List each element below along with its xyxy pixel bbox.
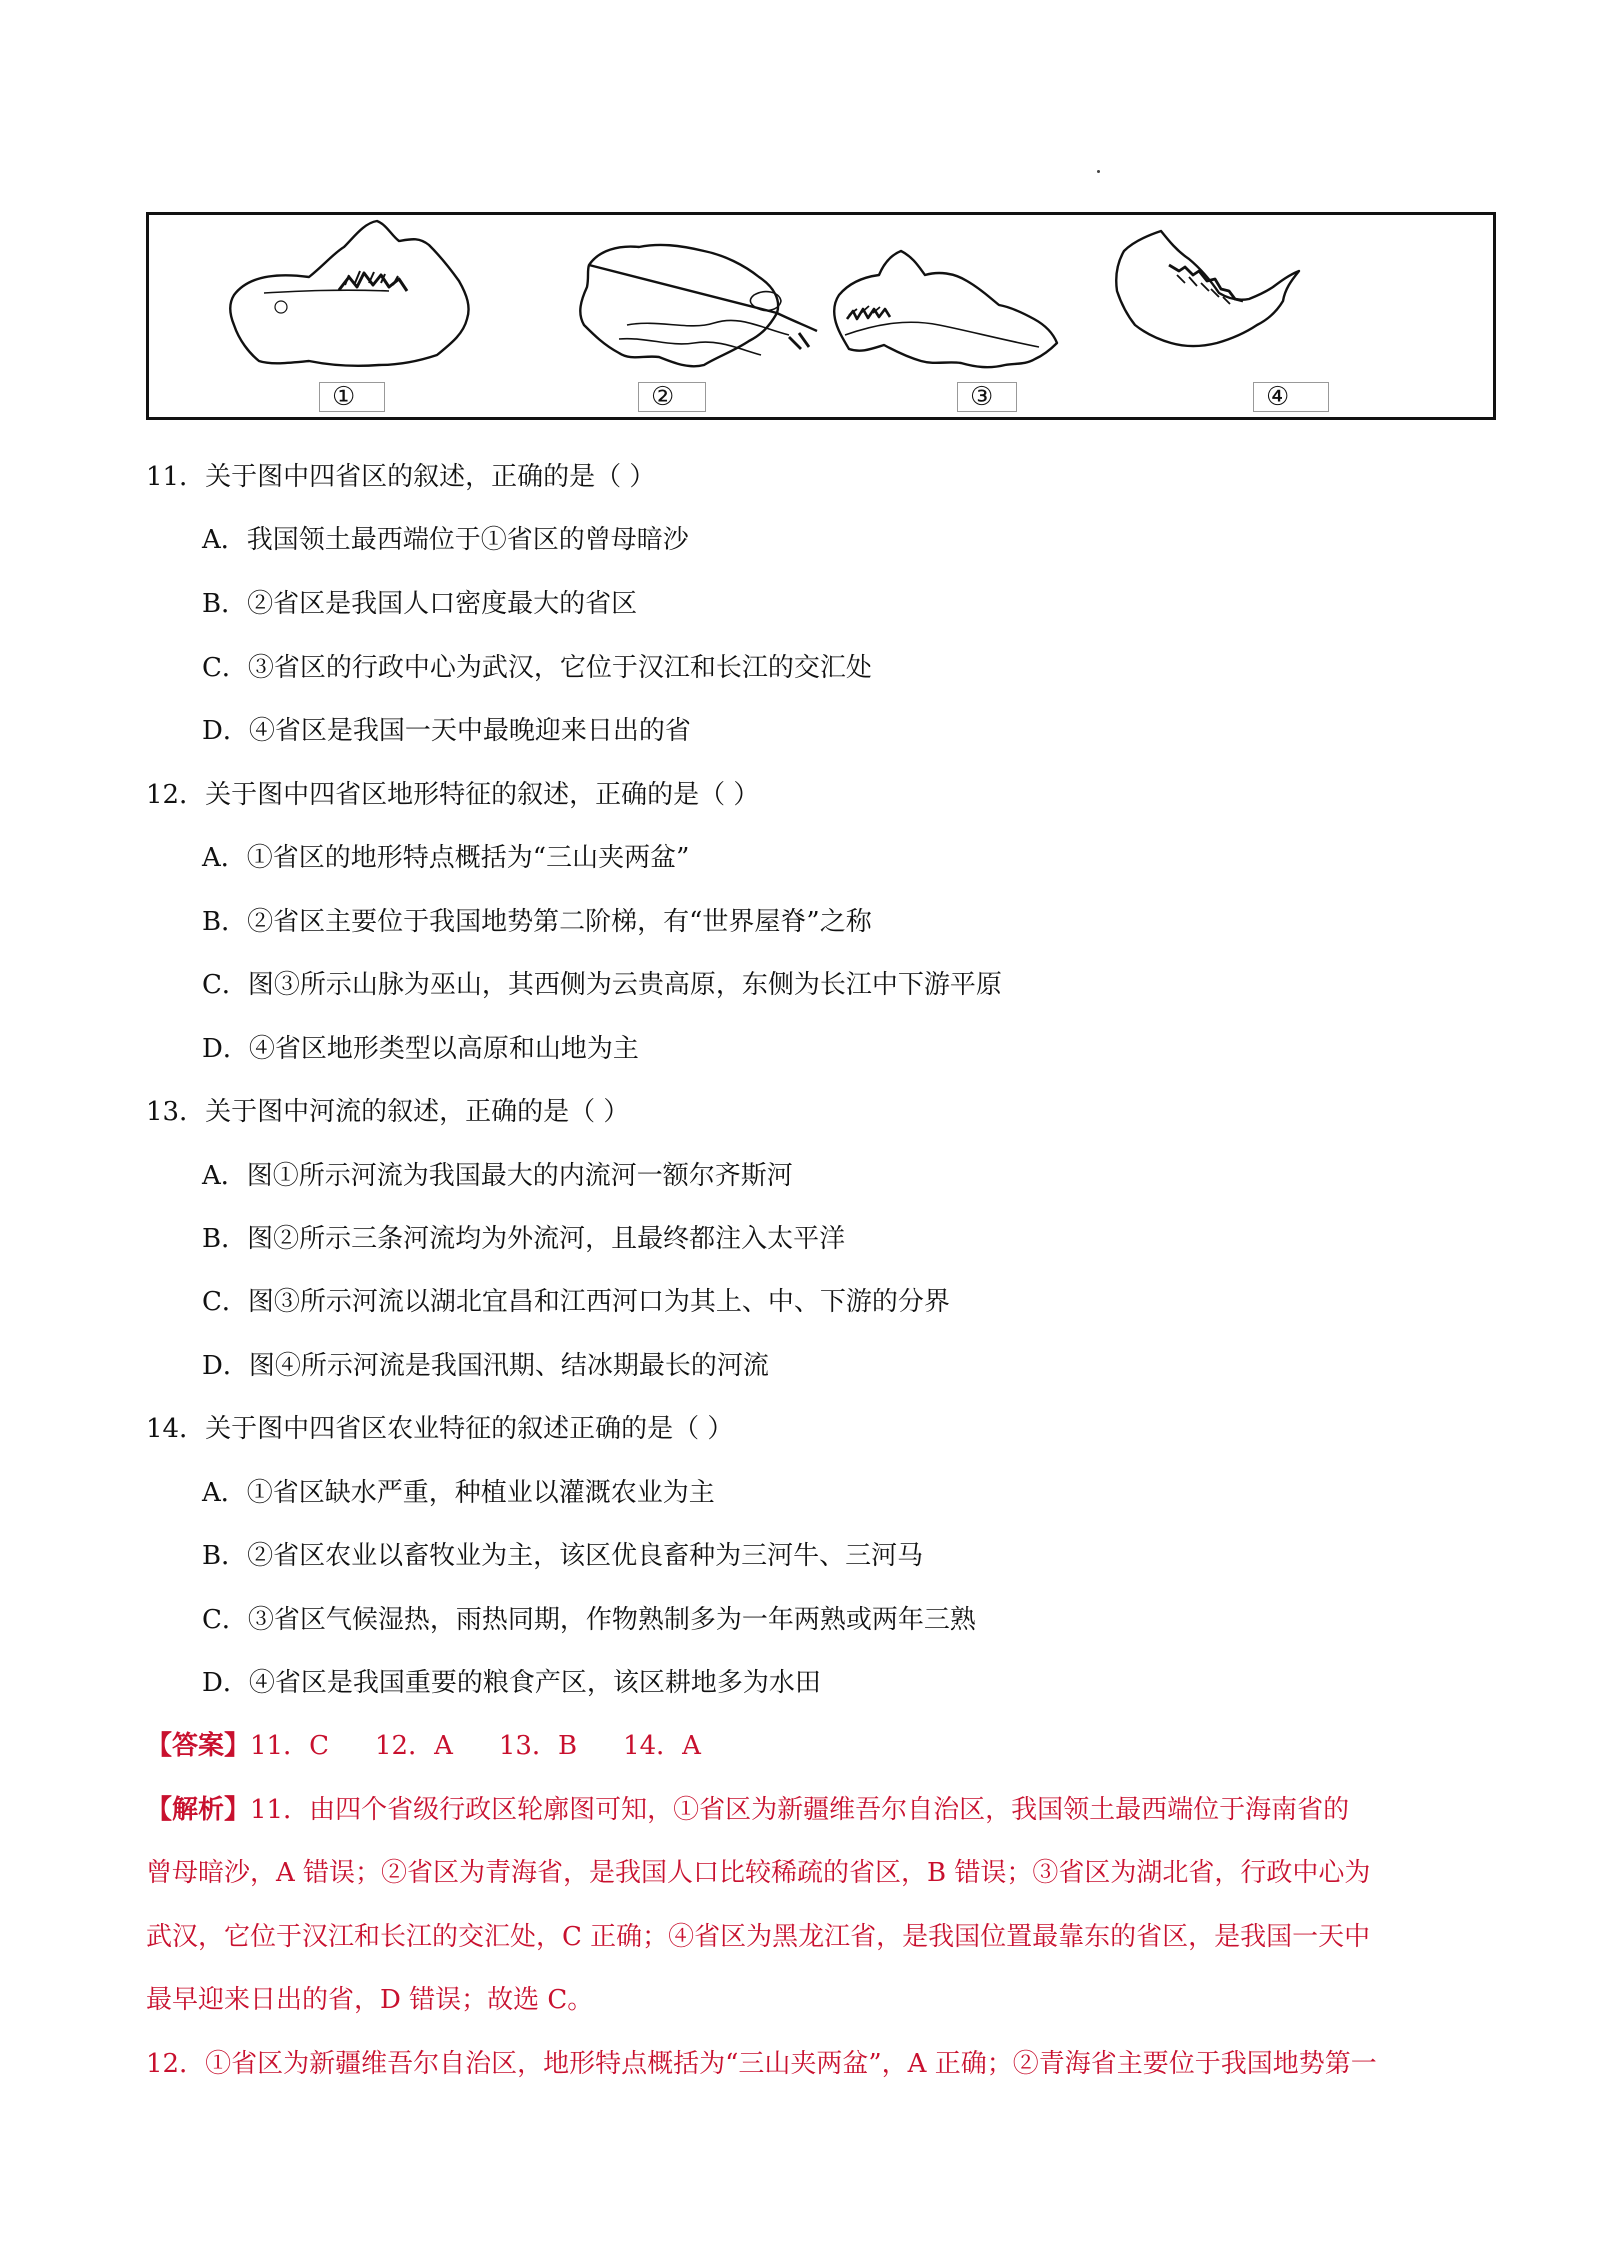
- question-13-option-c: C．图③所示河流以湖北宜昌和江西河口为其上、中、下游的分界: [202, 1287, 950, 1317]
- question-12-option-b: B．②省区主要位于我国地势第二阶梯，有“世界屋脊”之称: [202, 907, 872, 937]
- map-label-3: ③: [957, 382, 1017, 412]
- map-label-2: ②: [638, 382, 706, 412]
- question-11-option-c: C．③省区的行政中心为武汉，它位于汉江和长江的交汇处: [202, 653, 872, 683]
- question-14-stem: 14．关于图中四省区农业特征的叙述正确的是（ ）: [146, 1414, 734, 1444]
- answer-13: 13．B: [498, 1731, 578, 1761]
- question-14-option-c: C．③省区气候湿热，雨热同期，作物熟制多为一年两熟或两年三熟: [202, 1605, 976, 1635]
- province-outline-figure: [146, 212, 1496, 420]
- question-11-option-b: B．②省区是我国人口密度最大的省区: [202, 589, 638, 619]
- hubei-river: [845, 322, 1039, 347]
- question-13-option-a: A．图①所示河流为我国最大的内流河一额尔齐斯河: [202, 1161, 793, 1191]
- question-13-stem: 13．关于图中河流的叙述，正确的是（ ）: [146, 1097, 630, 1127]
- question-11-stem: 11．关于图中四省区的叙述，正确的是（ ）: [146, 462, 656, 492]
- question-12-stem: 12．关于图中四省区地形特征的叙述，正确的是（ ）: [146, 780, 760, 810]
- question-11-option-d: D．④省区是我国一天中最晚迎来日出的省: [202, 716, 691, 746]
- explanation-line-2: 曾母暗沙，A 错误；②省区为青海省，是我国人口比较稀疏的省区，B 错误；③省区为湖北省，行政中心为: [146, 1858, 1371, 1888]
- map-label-1: ①: [319, 382, 385, 412]
- question-14-option-d: D．④省区是我国重要的粮食产区，该区耕地多为水田: [202, 1668, 821, 1698]
- question-14-option-a: A．①省区缺水严重，种植业以灌溉农业为主: [202, 1478, 715, 1508]
- explanation-line-3: 武汉，它位于汉江和长江的交汇处，C 正确；④省区为黑龙江省，是我国位置最靠东的省区，是我国一天中: [146, 1922, 1371, 1952]
- question-14-option-b: B．②省区农业以畜牧业为主，该区优良畜种为三河牛、三河马: [202, 1541, 924, 1571]
- answer-11: 11．C: [250, 1731, 329, 1761]
- explanation-line-4: 最早迎来日出的省，D 错误；故选 C。: [146, 1985, 594, 2015]
- question-12-option-d: D．④省区地形类型以高原和山地为主: [202, 1034, 639, 1064]
- answer-14: 14．A: [623, 1731, 701, 1761]
- hubei-outline: [834, 251, 1057, 367]
- explanation-text-1: 11．由四个省级行政区轮廓图可知，①省区为新疆维吾尔自治区，我国领土最西端位于海南省的: [250, 1795, 1350, 1825]
- question-12-option-c: C．图③所示山脉为巫山，其西侧为云贵高原，东侧为长江中下游平原: [202, 970, 1002, 1000]
- qinghai-lake: [750, 292, 781, 311]
- qinghai-river-1: [627, 320, 789, 335]
- answer-12: 12．A: [375, 1731, 453, 1761]
- stray-dot: [1097, 170, 1100, 173]
- map-label-4: ④: [1253, 382, 1329, 412]
- question-13-option-b: B．图②所示三条河流均为外流河，且最终都注入太平洋: [202, 1224, 846, 1254]
- answer-label: 【答案】: [146, 1731, 251, 1761]
- heilongjiang-mountains: [1169, 265, 1243, 301]
- question-11-option-a: A．我国领土最西端位于①省区的曾母暗沙: [202, 525, 689, 555]
- question-12-option-a: A．①省区的地形特点概括为“三山夹两盆”: [202, 843, 690, 873]
- question-13-option-d: D．图④所示河流是我国汛期、结冰期最长的河流: [202, 1351, 769, 1381]
- hubei-mountains: [847, 309, 890, 319]
- xinjiang-river: [264, 290, 389, 293]
- explanation-line-1: [146, 1793, 1460, 1827]
- qinghai-outline: [580, 245, 817, 366]
- explanation-label: 【解析】: [146, 1795, 251, 1825]
- explanation-line-5: 12．①省区为新疆维吾尔自治区，地形特点概括为“三山夹两盆”，A 正确；②青海省主要位于我国地势第一: [146, 2049, 1377, 2079]
- answer-line: [146, 1729, 701, 1763]
